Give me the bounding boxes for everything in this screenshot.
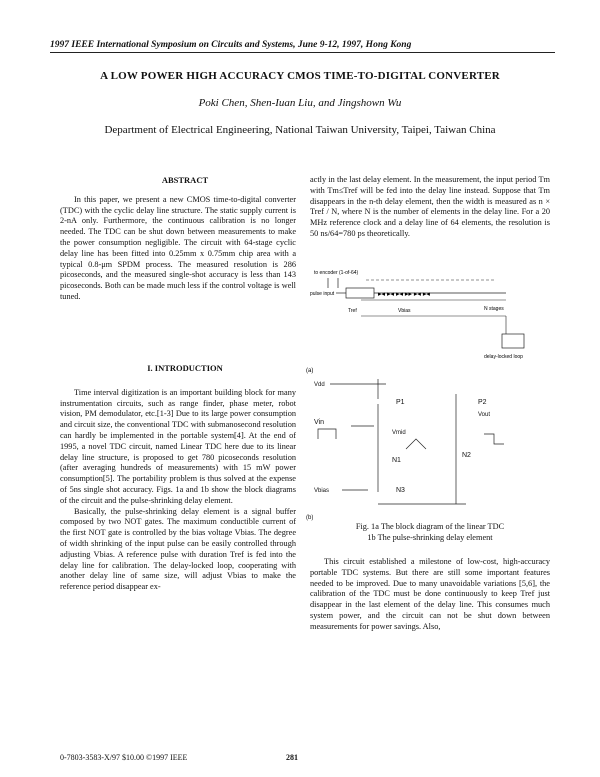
figure-1b (306, 379, 504, 521)
fig-label-to-encoder: to encoder (1-of-64) (314, 270, 359, 276)
paper-title: A LOW POWER HIGH ACCURACY CMOS TIME-TO-DIGITAL CONVERTER (100, 70, 500, 82)
fig-label-n-stage: N stages (484, 306, 504, 312)
page-number: 281 (286, 753, 298, 762)
intro-paragraph-1: Time interval digitization is an important building block for many instrumentation circuits, such as range finder, phase meter, robot vision, PM demodulator, etc.[1-3] Due to its large power consumption and circuit size, the conventional TDC with submanosecond resolution can hardly be implemented in the portable system[4]. At the end of 1995, a novel TDC circuit, named Linear TDC here due to its linear delay line structure, is proposed to get 780 picoseconds resolution (after averaging hundreds of measurements) with 15 mW power consumption[5]. The portability problem is thus solved at the expense of 5ns single shot accuracy. Figs. 1a and 1b show the block diagrams of the circuit and the pulse-shrinking delay element. (60, 387, 296, 505)
fig-label-vbias: Vbias (398, 308, 411, 314)
fig-label-vbias-2: Vbias (314, 488, 330, 494)
fig-label-vdd: Vdd (314, 382, 325, 388)
intro-paragraph-2: Basically, the pulse-shrinking delay element is a signal buffer composed by two NOT gates. The maximum conductible current of the first NOT gate is controlled by the bias voltage Vbias. The degree of width shrinking of the input pulse can be easily controlled through adjusting Vbias. A reference pulse with duration Tref is fed into the delay line for calibration. The delay-locked loop, cooperating with another delay line of same size, will adjust Vbias to make the reference period disappear ex- (60, 506, 296, 592)
introduction-section (60, 363, 296, 593)
fig-label-n2: N2 (462, 452, 471, 459)
authors: Poki Chen, Shen-Iuan Liu, and Jingshown Wu (198, 97, 402, 109)
fig-label-vin: Vin (314, 419, 324, 426)
caption-line-1: Fig. 1a The block diagram of the linear TDC (355, 522, 505, 531)
figure-1a (306, 270, 524, 374)
running-head: 1997 IEEE International Symposium on Circuits and Systems, June 9-12, 1997, Hong Kong (50, 40, 555, 53)
abstract-heading: ABSTRACT (161, 175, 209, 185)
fig-label-vmid: Vmid (392, 430, 406, 436)
abstract-text: In this paper, we present a new CMOS time-to-digital converter (TDC) with the cyclic delay line structure. The static supply current is 2-nA only. Furthermore, the continuous calibration is no longer needed. The TDC can be shut down between measurements to make the power consumption negligible. The circuit with 64-stage cyclic delay line has been fitted into 0.25mm x 0.75mm chip area with a typical 0.8-μm SPDM process. The measured resolution is 286 picoseconds, and the measured single-shot accuracy is less than 143 picoseconds. Both can be made much less if the control voltage is well tuned. (60, 194, 296, 301)
caption-line-2: 1b The pulse-shrinking delay element (367, 532, 493, 542)
fig-label-p2: P2 (478, 399, 487, 406)
fig-label-pulse-input: pulse input (310, 291, 335, 297)
affiliation: Department of Electrical Engineering, National Taiwan University, Taipei, Taiwan China (104, 124, 496, 136)
fig-label-n3: N3 (396, 487, 405, 494)
fig-label-vout: Vout (478, 412, 491, 418)
figure-1 (306, 264, 556, 526)
footer-copyright: 0-7803-3583-X/97 $10.00 ©1997 IEEE (60, 753, 188, 762)
fig-label-a: (a) (306, 368, 314, 374)
right-column-top (310, 175, 550, 240)
fig-label-b: (b) (306, 515, 314, 521)
right-top-text: actly in the last delay element. In the measurement, the input period Tm with Tm≤Tref will be fed into the delay line instead. Suppose that Tm disappears in the n-th delay element, then the width is measured as n × Tref / N, where N is the number of elements in the delay line. For a 20 MHz reference clock and a delay line of 64 elements, the resolution is 50 ns/64=780 ps theoretically. (310, 175, 550, 238)
right-column-bottom (310, 557, 550, 633)
fig-label-p1: P1 (396, 399, 405, 406)
figure-caption (310, 522, 550, 543)
fig-label-n1: N1 (392, 457, 401, 464)
abstract-section (60, 175, 296, 303)
svg-text:▸◂ ▸◂ ▸◂ ▸▸ ▸◂ ▸◂: ▸◂ ▸◂ ▸◂ ▸▸ ▸◂ ▸◂ (378, 291, 430, 298)
right-bottom-text: This circuit established a milestone of low-cost, high-accuracy portable TDC systems. But there are still some important features needed to be improved. Due to many unavoidable variations [5,6], the calibration of the TDC must be done continuously to keep Tref just disappear in the last element of the delay line. This consumes much system power, and the circuit can not be shut down between measurements for power savings. Also, (310, 557, 550, 631)
fig-label-tref: Tref (348, 308, 357, 314)
intro-heading: I. INTRODUCTION (147, 363, 223, 373)
fig-label-delay-locked-loop: delay-locked loop (484, 354, 523, 360)
